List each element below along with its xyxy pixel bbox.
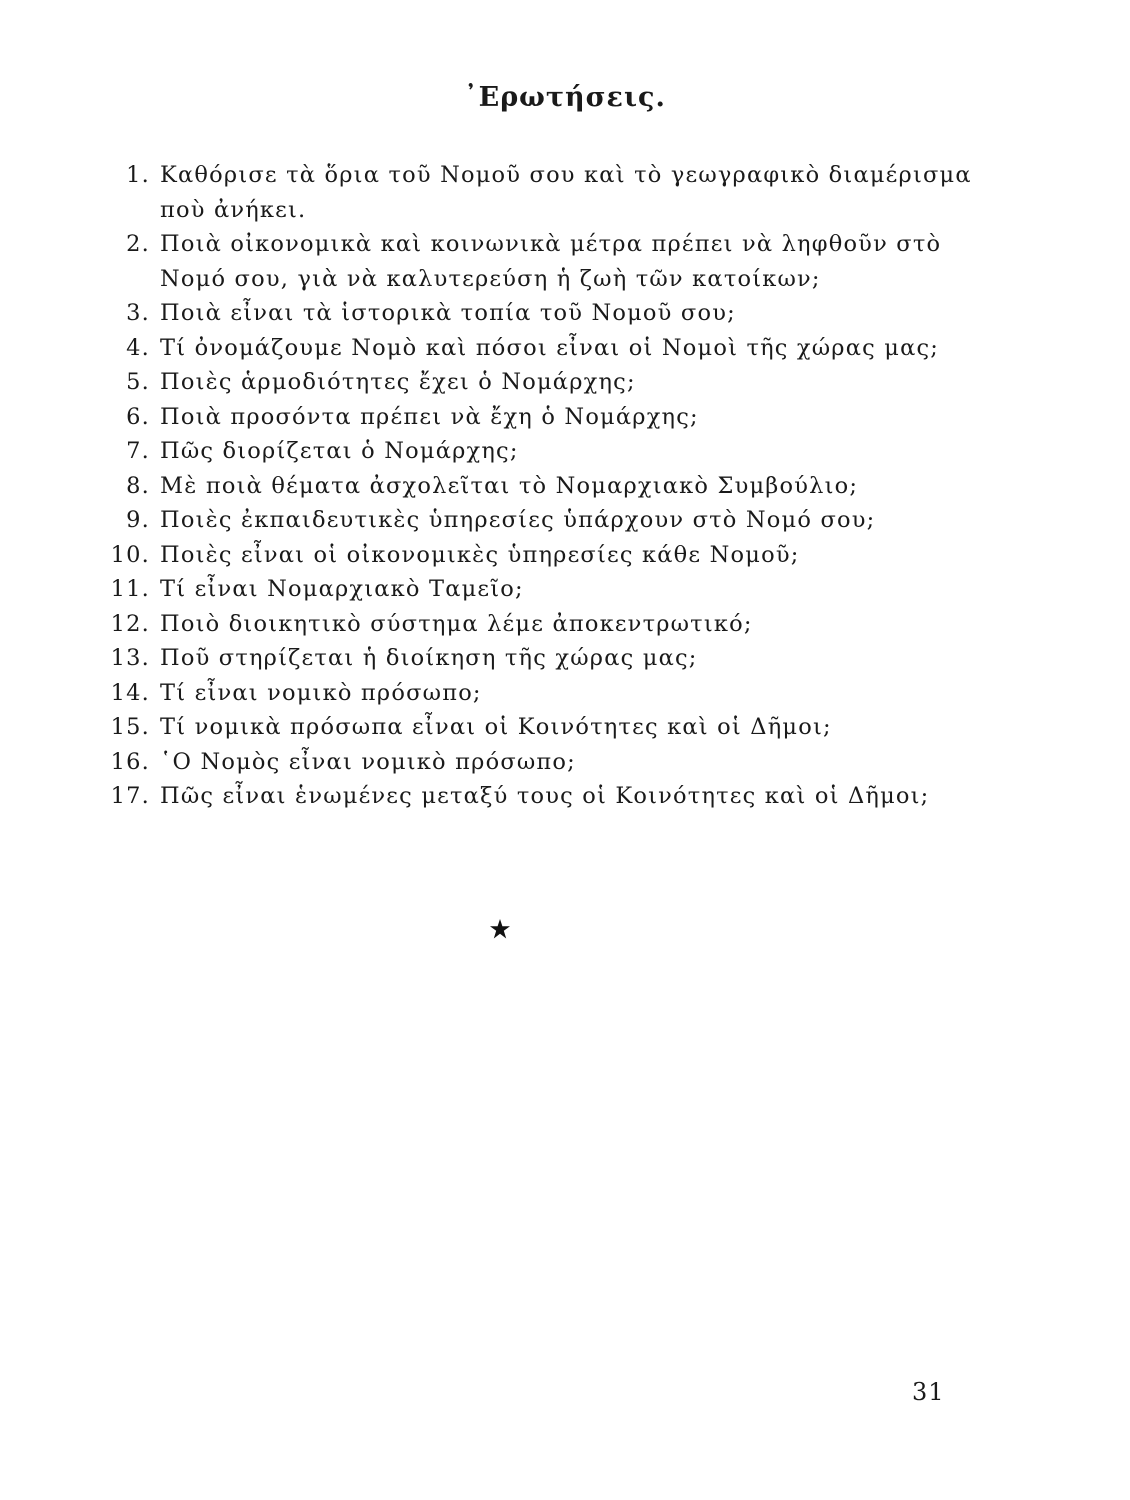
question-number: 4. (126, 334, 150, 361)
question-number: 7. (126, 438, 150, 464)
question-item (102, 296, 982, 331)
question-number: 1. (126, 162, 150, 188)
question-item (102, 158, 982, 227)
question-number: 16. (110, 748, 150, 775)
question-text: Ποιὲς ἐκπαιδευτικὲς ὑπηρεσίες ὑπάρχουν στὸ Νομό σου; (160, 507, 876, 533)
question-item (102, 538, 982, 573)
question-number: 9. (126, 507, 150, 533)
question-number: 12. (110, 610, 150, 637)
question-number: 15. (110, 714, 150, 740)
question-number: 10. (110, 541, 150, 568)
question-text: Ποιὰ εἶναι τὰ ἱστορικὰ τοπία τοῦ Νομοῦ σου; (160, 300, 736, 326)
question-text: Τί ὀνομάζουμε Νομὸ καὶ πόσοι εἶναι οἱ Νομοὶ τῆς χώρας μας; (160, 334, 940, 361)
question-number: 6. (126, 403, 150, 430)
question-text: Ποιὰ οἰκονομικὰ καὶ κοινωνικὰ μέτρα πρέπει νὰ ληφθοῦν στὸ Νομό σου, γιὰ νὰ καλυτερεύση ἡ ζωὴ τῶν κατοίκων; (160, 231, 942, 292)
question-text: Ποιὲς εἶναι οἱ οἰκονομικὲς ὑπηρεσίες κάθε Νομοῦ; (160, 541, 800, 568)
question-item (102, 676, 982, 711)
page-title: ᾿Ερωτήσεις. (464, 82, 666, 113)
question-item (102, 400, 982, 435)
question-text: Πῶς διορίζεται ὁ Νομάρχης; (160, 438, 519, 464)
question-item (102, 331, 982, 366)
question-text: Πῶς εἶναι ἑνωμένες μεταξύ τους οἱ Κοινότητες καὶ οἱ Δῆμοι; (160, 783, 930, 809)
question-number: 13. (110, 645, 150, 671)
question-text: Ποῦ στηρίζεται ἡ διοίκηση τῆς χώρας μας; (160, 645, 698, 671)
question-number: 3. (126, 300, 150, 326)
question-text: Μὲ ποιὰ θέματα ἀσχολεῖται τὸ Νομαρχιακὸ Συμβούλιο; (160, 472, 859, 499)
question-text: Ποιὰ προσόντα πρέπει νὰ ἔχη ὁ Νομάρχης; (160, 403, 699, 430)
question-item (102, 607, 982, 642)
question-number: 8. (126, 472, 150, 499)
question-item (102, 469, 982, 504)
question-number: 11. (110, 576, 150, 602)
question-item (102, 779, 982, 814)
question-text: Τί νομικὰ πρόσωπα εἶναι οἱ Κοινότητες καὶ οἱ Δῆμοι; (160, 714, 832, 740)
question-item (102, 572, 982, 607)
question-item (102, 745, 982, 780)
question-number: 2. (126, 231, 150, 257)
question-number: 14. (110, 679, 150, 706)
question-number: 17. (110, 783, 150, 809)
questions-list (102, 158, 982, 814)
question-item (102, 227, 982, 296)
question-number: 5. (126, 369, 150, 395)
page-number: 31 (912, 1378, 945, 1406)
question-item (102, 710, 982, 745)
question-item (102, 365, 982, 400)
question-item (102, 503, 982, 538)
question-text: Καθόρισε τὰ ὅρια τοῦ Νομοῦ σου καὶ τὸ γεωγραφικὸ διαμέρισμα ποὺ ἀνήκει. (160, 162, 972, 223)
question-item (102, 434, 982, 469)
question-text: Ποιὸ διοικητικὸ σύστημα λέμε ἀποκεντρωτικό; (160, 610, 753, 637)
question-text: Τί εἶναι Νομαρχιακὸ Ταμεῖο; (160, 576, 524, 602)
star-icon (489, 918, 511, 940)
question-text: Ποιὲς ἁρμοδιότητες ἔχει ὁ Νομάρχης; (160, 369, 636, 395)
question-text: ῾Ο Νομὸς εἶναι νομικὸ πρόσωπο; (160, 748, 576, 775)
question-text: Τί εἶναι νομικὸ πρόσωπο; (160, 679, 482, 706)
question-item (102, 641, 982, 676)
